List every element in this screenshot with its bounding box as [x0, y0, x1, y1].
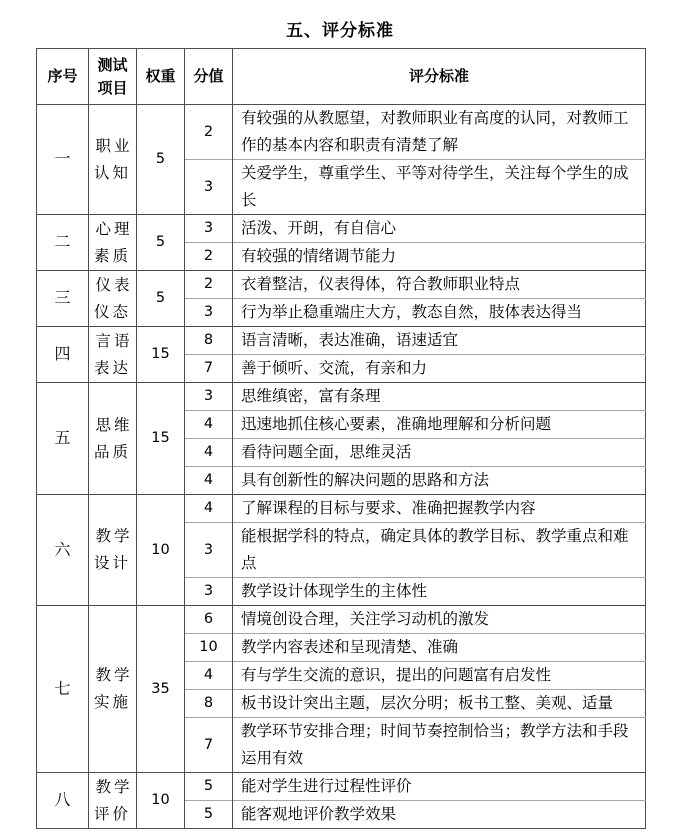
score-cell: 3 [185, 383, 233, 411]
score-cell: 3 [185, 523, 233, 578]
score-cell: 10 [185, 634, 233, 662]
test-item-cell: 心理素质 [89, 215, 137, 271]
criteria-cell: 教学设计体现学生的主体性 [233, 578, 646, 606]
criteria-cell: 迅速地抓住核心要素，准确地理解和分析问题 [233, 411, 646, 439]
criteria-cell: 情境创设合理，关注学习动机的激发 [233, 606, 646, 634]
header-cell-score: 分值 [185, 49, 233, 105]
criteria-cell: 了解课程的目标与要求、准确把握教学内容 [233, 495, 646, 523]
header-row [37, 49, 646, 105]
weight-cell: 15 [137, 327, 185, 383]
test-item-cell: 仪表仪态 [89, 271, 137, 327]
score-cell: 4 [185, 662, 233, 690]
header-cell-test-item: 测试项目 [89, 49, 137, 105]
test-item-cell: 教学实施 [89, 606, 137, 773]
weight-cell: 5 [137, 215, 185, 271]
section-number-cell: 三 [37, 271, 89, 327]
table-row [37, 327, 646, 355]
weight-cell: 35 [137, 606, 185, 773]
criteria-cell: 教学内容表述和呈现清楚、准确 [233, 634, 646, 662]
score-cell: 4 [185, 439, 233, 467]
weight-cell: 5 [137, 271, 185, 327]
criteria-cell: 衣着整洁，仪表得体，符合教师职业特点 [233, 271, 646, 299]
score-cell: 8 [185, 690, 233, 718]
score-cell: 3 [185, 299, 233, 327]
criteria-cell: 能客观地评价教学效果 [233, 801, 646, 829]
table-row [37, 105, 646, 160]
criteria-cell: 看待问题全面，思维灵活 [233, 439, 646, 467]
test-item-cell: 教学设计 [89, 495, 137, 606]
section-number-cell: 五 [37, 383, 89, 495]
score-cell: 2 [185, 105, 233, 160]
score-cell: 5 [185, 773, 233, 801]
score-cell: 8 [185, 327, 233, 355]
criteria-cell: 语言清晰，表达准确，语速适宜 [233, 327, 646, 355]
test-item-cell: 职业认知 [89, 105, 137, 215]
table-row [37, 773, 646, 801]
table-body [37, 105, 646, 829]
score-cell: 2 [185, 271, 233, 299]
table-row [37, 383, 646, 411]
section-number-cell: 一 [37, 105, 89, 215]
table-row [37, 215, 646, 243]
score-cell: 3 [185, 215, 233, 243]
score-cell: 6 [185, 606, 233, 634]
criteria-cell: 善于倾听、交流，有亲和力 [233, 355, 646, 383]
scoring-table [36, 48, 646, 829]
test-item-cell: 思维品质 [89, 383, 137, 495]
section-number-cell: 二 [37, 215, 89, 271]
table-row [37, 271, 646, 299]
score-cell: 3 [185, 578, 233, 606]
criteria-cell: 有较强的情绪调节能力 [233, 243, 646, 271]
criteria-cell: 能对学生进行过程性评价 [233, 773, 646, 801]
weight-cell: 10 [137, 495, 185, 606]
score-cell: 7 [185, 718, 233, 773]
criteria-cell: 思维缜密，富有条理 [233, 383, 646, 411]
criteria-cell: 有较强的从教愿望，对教师职业有高度的认同，对教师工作的基本内容和职责有清楚了解 [233, 105, 646, 160]
table-row [37, 495, 646, 523]
score-cell: 4 [185, 411, 233, 439]
weight-cell: 5 [137, 105, 185, 215]
criteria-cell: 能根据学科的特点，确定具体的教学目标、教学重点和难点 [233, 523, 646, 578]
score-cell: 4 [185, 495, 233, 523]
table-row [37, 606, 646, 634]
criteria-cell: 有与学生交流的意识，提出的问题富有启发性 [233, 662, 646, 690]
score-cell: 4 [185, 467, 233, 495]
weight-cell: 10 [137, 773, 185, 829]
score-cell: 3 [185, 160, 233, 215]
header-cell-weight: 权重 [137, 49, 185, 105]
criteria-cell: 板书设计突出主题，层次分明；板书工整、美观、适量 [233, 690, 646, 718]
criteria-cell: 具有创新性的解决问题的思路和方法 [233, 467, 646, 495]
score-cell: 5 [185, 801, 233, 829]
section-number-cell: 八 [37, 773, 89, 829]
section-number-cell: 六 [37, 495, 89, 606]
criteria-cell: 教学环节安排合理；时间节奏控制恰当；教学方法和手段运用有效 [233, 718, 646, 773]
section-number-cell: 七 [37, 606, 89, 773]
section-number-cell: 四 [37, 327, 89, 383]
header-cell-number: 序号 [37, 49, 89, 105]
criteria-cell: 行为举止稳重端庄大方，教态自然，肢体表达得当 [233, 299, 646, 327]
test-item-cell: 教学评价 [89, 773, 137, 829]
score-cell: 2 [185, 243, 233, 271]
test-item-cell: 言语表达 [89, 327, 137, 383]
weight-cell: 15 [137, 383, 185, 495]
header-cell-criteria: 评分标准 [233, 49, 646, 105]
page-title: 五、评分标准 [286, 21, 394, 40]
score-cell: 7 [185, 355, 233, 383]
criteria-cell: 活泼、开朗，有自信心 [233, 215, 646, 243]
criteria-cell: 关爱学生，尊重学生、平等对待学生，关注每个学生的成长 [233, 160, 646, 215]
